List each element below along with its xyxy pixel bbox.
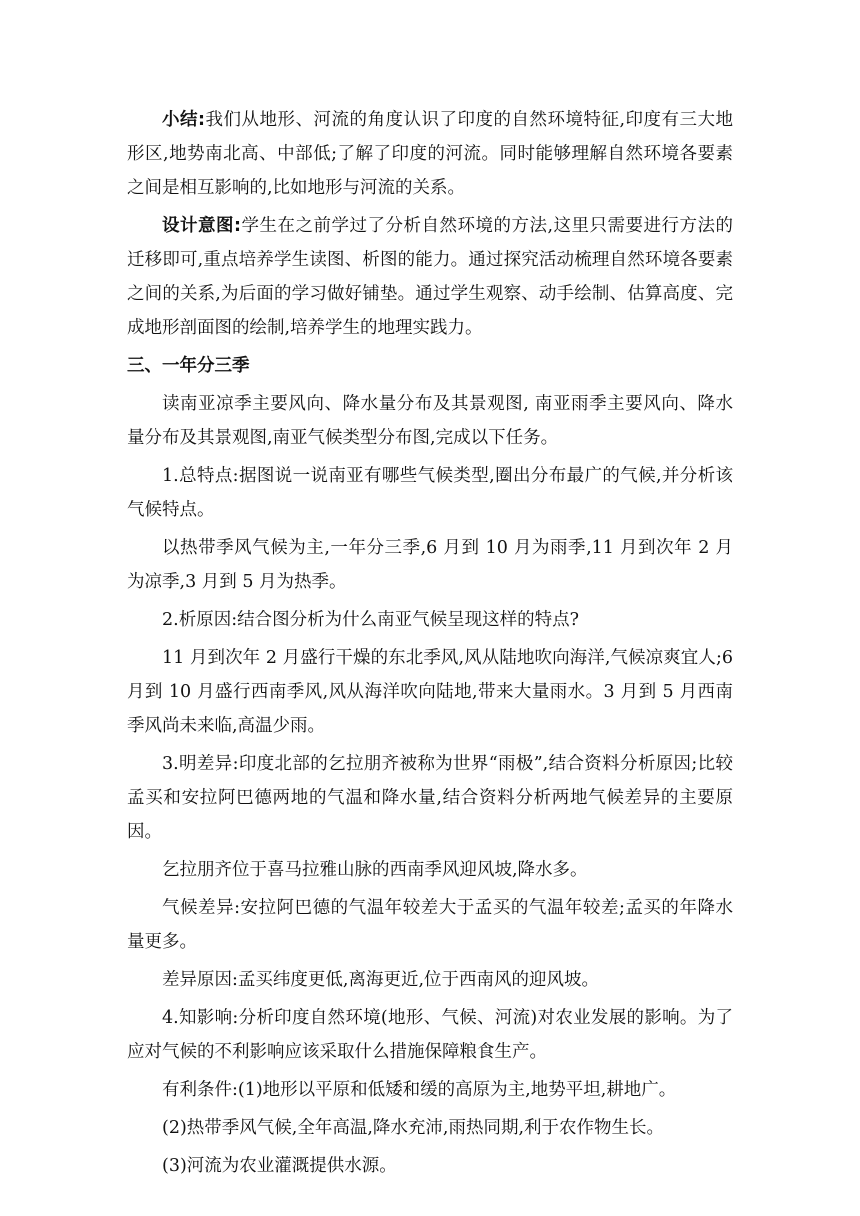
paragraph: 3.明差异:印度北部的乞拉朋齐被称为世界“雨极”,结合资料分析原因;比较孟买和安拉阿巴德两地的气温和降水量,结合资料分析两地气候差异的主要原因。 — [127, 754, 733, 842]
paragraph: 2.析原因:结合图分析为什么南亚气候呈现这样的特点? — [162, 610, 579, 630]
document-page — [127, 103, 733, 1187]
summary-paragraph — [127, 103, 733, 205]
section-title: 三、一年分三季 — [127, 356, 250, 376]
paragraph: (3)河流为农业灌溉提供水源。 — [162, 1156, 397, 1176]
summary-text: 我们从地形、河流的角度认识了印度的自然环境特征,印度有三大地形区,地势南北高、中部低;了解了印度的河流。同时能够理解自然环境各要素之间是相互影响的,比如地形与河流的关系。 — [127, 110, 734, 198]
design-intent-text: 学生在之前学过了分析自然环境的方法,这里只需要进行方法的迁移即可,重点培养学生读图、析图的能力。通过探究活动梳理自然环境各要素之间的关系,为后面的学习做好铺垫。通过学生观察、动手绘制、估算高度、完成地形剖面图的绘制,培养学生的地理实践力。 — [127, 216, 734, 338]
design-intent-paragraph — [127, 209, 733, 345]
design-intent-lead: 设计意图: — [162, 216, 241, 236]
paragraph: 有利条件:(1)地形以平原和低矮和缓的高原为主,地势平坦,耕地广。 — [162, 1080, 677, 1100]
paragraph: 以热带季风气候为主,一年分三季,6 月到 10 月为雨季,11 月到次年 2 月为凉季,3 月到 5 月为热季。 — [127, 538, 733, 592]
paragraph: 4.知影响:分析印度自然环境(地形、气候、河流)对农业发展的影响。为了应对气候的不利影响应该采取什么措施保障粮食生产。 — [127, 1008, 733, 1062]
paragraph: 11 月到次年 2 月盛行干燥的东北季风,风从陆地吹向海洋,气候凉爽宜人;6 月到 10 月盛行西南季风,风从海洋吹向陆地,带来大量雨水。3 月到 5 月西南季风尚未来临,高温少雨。 — [127, 648, 733, 736]
paragraph: (2)热带季风气候,全年高温,降水充沛,雨热同期,利于农作物生长。 — [162, 1118, 665, 1138]
paragraph: 读南亚凉季主要风向、降水量分布及其景观图, 南亚雨季主要风向、降水量分布及其景观图,南亚气候类型分布图,完成以下任务。 — [127, 394, 733, 448]
paragraph: 气候差异:安拉阿巴德的气温年较差大于孟买的气温年较差;孟买的年降水量更多。 — [127, 898, 733, 952]
paragraph: 差异原因:孟买纬度更低,离海更近,位于西南风的迎风坡。 — [162, 970, 600, 990]
paragraph: 乞拉朋齐位于喜马拉雅山脉的西南季风迎风坡,降水多。 — [162, 860, 588, 880]
summary-lead: 小结: — [162, 110, 205, 130]
paragraph: 1.总特点:据图说一说南亚有哪些气候类型,圈出分布最广的气候,并分析该气候特点。 — [127, 466, 733, 520]
